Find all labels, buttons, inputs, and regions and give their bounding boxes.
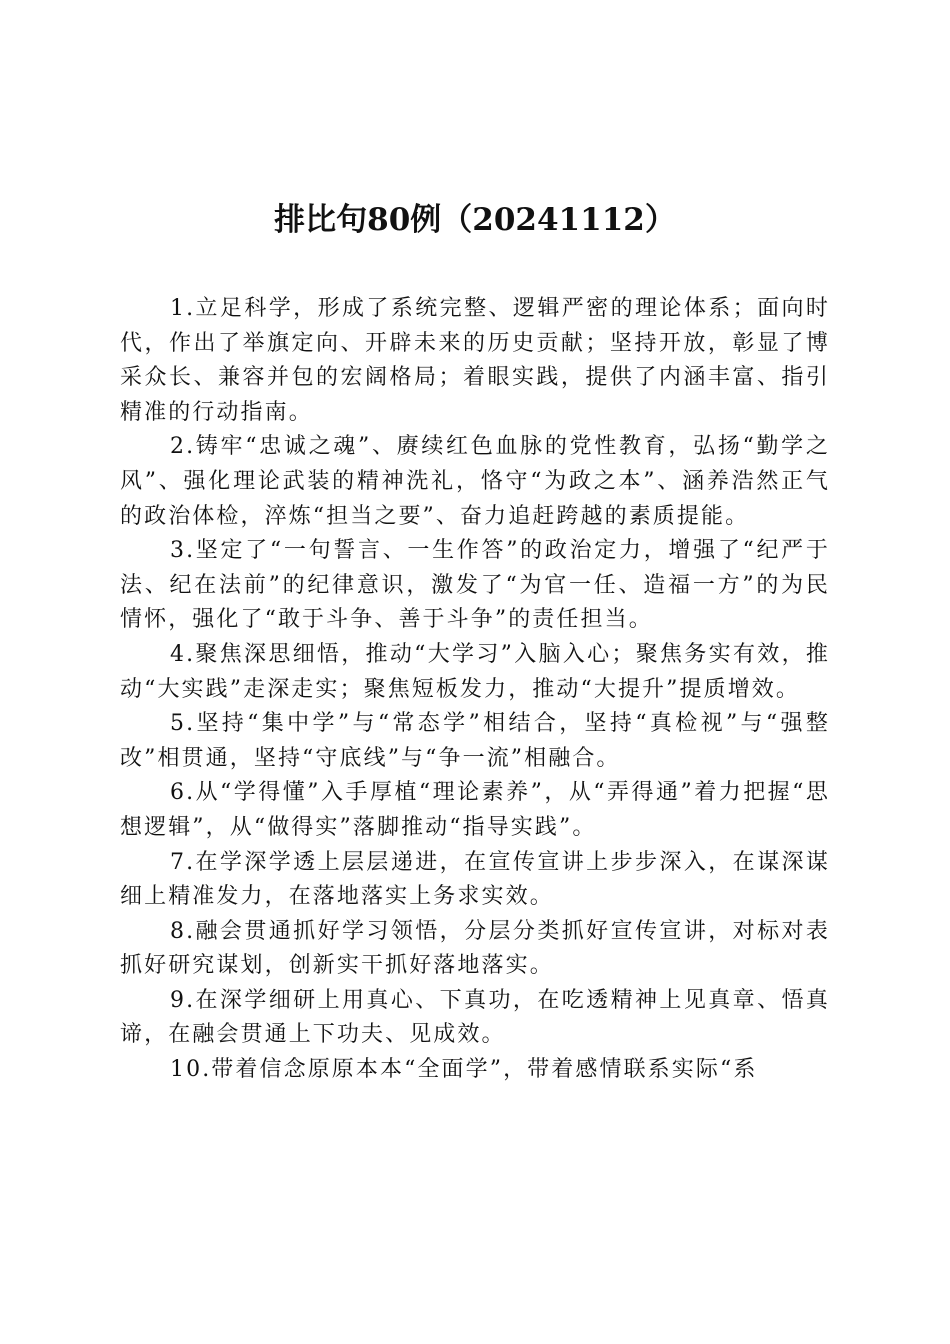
document-body [120, 292, 830, 1088]
paragraph-9: 9.在深学细研上用真心、下真功，在吃透精神上见真章、悟真谛，在融会贯通上下功夫、见成效。 [120, 987, 830, 1048]
document-title: 排比句80例（20241112） [274, 202, 676, 238]
paragraph-8: 8.融会贯通抓好学习领悟，分层分类抓好宣传宣讲，对标对表抓好研究谋划，创新实干抓好落地落实。 [120, 918, 830, 979]
paragraph-3: 3.坚定了“一句誓言、一生作答”的政治定力，增强了“纪严于法、纪在法前”的纪律意识，激发了“为官一任、造福一方”的为民情怀，强化了“敢于斗争、善于斗争”的责任担当。 [120, 538, 830, 633]
paragraph-1: 1.立足科学，形成了系统完整、逻辑严密的理论体系；面向时代，作出了举旗定向、开辟未来的历史贡献；坚持开放，彰显了博采众长、兼容并包的宏阔格局；着眼实践，提供了内涵丰富、指引精准的行动指南。 [120, 296, 830, 425]
paragraph-7: 7.在学深学透上层层递进，在宣传宣讲上步步深入，在谋深谋细上精准发力，在落地落实上务求实效。 [120, 849, 830, 910]
paragraph-6: 6.从“学得懂”入手厚植“理论素养”，从“弄得通”着力把握“思想逻辑”，从“做得实”落脚推动“指导实践”。 [120, 780, 830, 840]
paragraph-10: 10.带着信念原原本本“全面学”，带着感情联系实际“系 [170, 1057, 758, 1083]
paragraph-5: 5.坚持“集中学”与“常态学”相结合，坚持“真检视”与“强整改”相贯通，坚持“守底线”与“争一流”相融合。 [120, 711, 830, 771]
paragraph-4: 4.聚焦深思细悟，推动“大学习”入脑入心；聚焦务实有效，推动“大实践”走深走实；聚焦短板发力，推动“大提升”提质增效。 [120, 641, 830, 702]
paragraph-2: 2.铸牢“忠诚之魂”、赓续红色血脉的党性教育，弘扬“勤学之风”、强化理论武装的精神洗礼，恪守“为政之本”、涵养浩然正气的政治体检，淬炼“担当之要”、奋力追赶跨越的素质提能。 [120, 434, 830, 529]
